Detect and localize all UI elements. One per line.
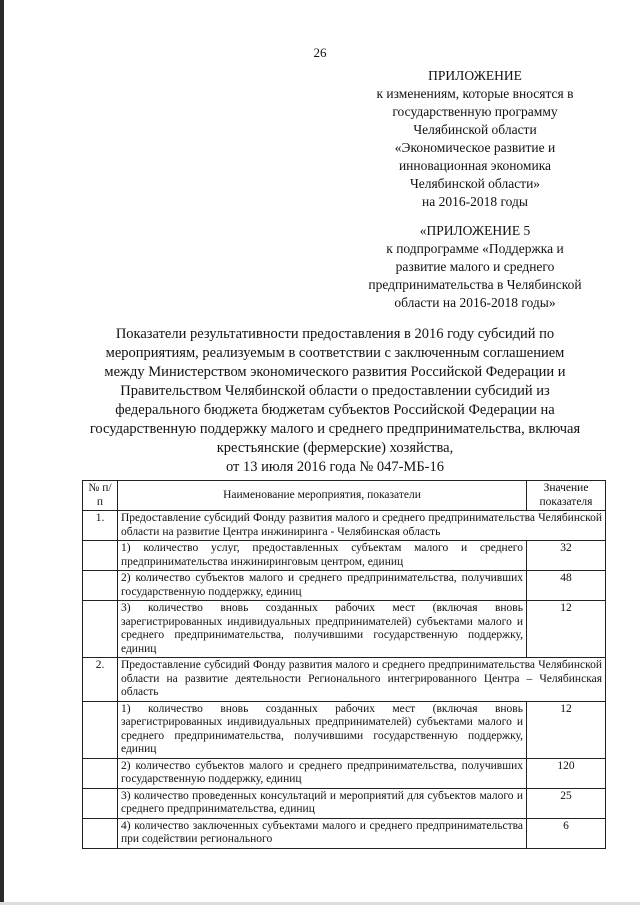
item-value: 120: [527, 758, 606, 788]
appendix5-line: к подпрограмме «Поддержка и: [386, 241, 564, 256]
item-text: 4) количество заключенных субъектами малого и среднего предпринимательства при содействии регионального: [118, 818, 527, 848]
item-text: 2) количество субъектов малого и среднего предпринимательства, получивших государственную поддержку, единиц: [118, 758, 527, 788]
header-num: № п/п: [83, 481, 118, 511]
item-text: 3) количество проведенных консультаций и мероприятий для субъектов малого и среднего предпринимательства, единиц: [118, 788, 527, 818]
item-value: 25: [527, 788, 606, 818]
appendix-line: Челябинской области: [413, 122, 537, 137]
row-num-empty: [83, 701, 118, 758]
row-num-empty: [83, 758, 118, 788]
item-value: 48: [527, 571, 606, 601]
item-text: 1) количество вновь созданных рабочих мест (включая вновь зарегистрированных индивидуальных предпринимателей) субъектами малого и среднего предпринимательства, получившими государственную поддержку, единиц: [118, 701, 527, 758]
document-title: [70, 325, 600, 477]
table-row: [83, 571, 606, 601]
table-row: [83, 788, 606, 818]
item-value: 12: [527, 601, 606, 658]
item-value: 12: [527, 701, 606, 758]
title-line: между Министерством экономического развития Российской Федерации и: [104, 364, 566, 380]
section-text: Предоставление субсидий Фонду развития малого и среднего предпринимательства Челябинской области на развитие Центра инжиниринга - Челябинская область: [118, 511, 606, 541]
title-line: государственную поддержку малого и среднего предпринимательства, включая: [89, 421, 581, 437]
item-value: 6: [527, 818, 606, 848]
row-num: 1.: [83, 511, 118, 541]
table-row: [83, 758, 606, 788]
indicators-table: [82, 480, 606, 849]
row-num-empty: [83, 601, 118, 658]
appendix-header: [340, 67, 610, 211]
row-num-empty: [83, 818, 118, 848]
table-row: [83, 701, 606, 758]
section-text: Предоставление субсидий Фонду развития малого и среднего предпринимательства Челябинской области на развитие деятельности Регионального интегрированного Центра – Челябинская область: [118, 658, 606, 702]
table-row: [83, 541, 606, 571]
table-row: [83, 601, 606, 658]
appendix5-line: предпринимательства в Челябинской: [368, 277, 582, 292]
title-line: Показатели результативности предоставления в 2016 году субсидий по: [115, 326, 555, 342]
table-row: [83, 818, 606, 848]
item-text: 2) количество субъектов малого и среднего предпринимательства, получивших государственную поддержку, единиц: [118, 571, 527, 601]
row-num: 2.: [83, 658, 118, 702]
row-num-empty: [83, 541, 118, 571]
row-num-empty: [83, 788, 118, 818]
item-text: 1) количество услуг, предоставленных субъектам малого и среднего предпринимательства инжиниринговым центром, единиц: [118, 541, 527, 571]
title-line: мероприятиям, реализуемым в соответствии с заключенным соглашением: [105, 345, 565, 361]
appendix-line: ПРИЛОЖЕНИЕ: [428, 68, 522, 83]
header-name: Наименование мероприятия, показатели: [118, 481, 527, 511]
table-header-row: [83, 481, 606, 511]
row-num-empty: [83, 571, 118, 601]
page-number: 26: [313, 45, 327, 60]
table-row-section: [83, 658, 606, 702]
appendix5-line: области на 2016-2018 годы»: [394, 295, 556, 310]
appendix5-line: «ПРИЛОЖЕНИЕ 5: [419, 223, 531, 238]
table-row-section: [83, 511, 606, 541]
title-line: федерального бюджета бюджетам субъектов Российской Федерации на: [115, 402, 555, 418]
title-line: от 13 июля 2016 года № 047-МБ-16: [226, 459, 444, 475]
appendix-line: Челябинской области»: [409, 176, 541, 191]
appendix-line: государственную программу: [392, 104, 558, 119]
scan-left-edge: [0, 0, 4, 905]
appendix-line: на 2016-2018 годы: [422, 194, 528, 209]
appendix5-header: [340, 222, 610, 312]
appendix5-line: развитие малого и среднего: [395, 259, 555, 274]
item-text: 3) количество вновь созданных рабочих мест (включая вновь зарегистрированных индивидуальных предпринимателей) субъектами малого и среднего предпринимательства, получившими государственную поддержку, единиц: [118, 601, 527, 658]
title-line: крестьянские (фермерские) хозяйства,: [216, 440, 454, 456]
appendix-line: «Экономическое развитие и: [394, 140, 556, 155]
appendix-line: инновационная экономика: [398, 158, 552, 173]
header-value: Значение показателя: [527, 481, 606, 511]
appendix-line: к изменениям, которые вносятся в: [376, 86, 574, 101]
item-value: 32: [527, 541, 606, 571]
title-line: Правительством Челябинской области о предоставлении субсидий из: [120, 383, 550, 399]
